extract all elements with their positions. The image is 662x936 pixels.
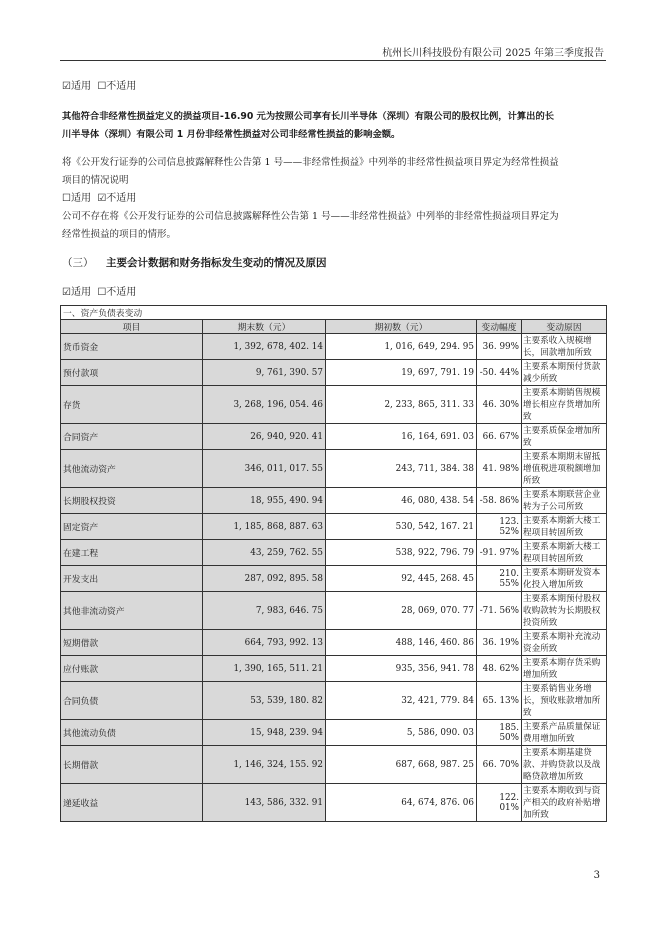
page-number: 3: [593, 870, 600, 881]
row-change-reason: 主要系本期存货采购增加所致: [522, 656, 607, 682]
row-item: 合同负债: [61, 682, 203, 720]
row-item: 货币资金: [61, 334, 203, 360]
row-item: 其他流动负债: [61, 720, 203, 746]
table-row: [61, 334, 607, 360]
table-row: [61, 656, 607, 682]
no-such-items-line2: 经常性损益的项目的情形。: [62, 229, 177, 240]
row-change-reason: 主要系本期研发资本化投入增加所致: [522, 566, 607, 592]
header-divider: [60, 60, 606, 61]
classification-note-line2: 项目的情况说明: [62, 175, 129, 186]
table-row: [61, 360, 607, 386]
applicable-unchecked: ☐适用: [62, 193, 91, 204]
header-begin-balance: 期初数（元）: [326, 320, 477, 334]
table-row: [61, 514, 607, 540]
table-row: [61, 566, 607, 592]
row-begin-balance: 530, 542, 167. 21: [326, 514, 477, 540]
row-change-rate: 122. 01%: [477, 784, 522, 822]
nonrecurring-note: [62, 108, 606, 144]
row-item: 在建工程: [61, 540, 203, 566]
row-change-rate: 65. 13%: [477, 682, 522, 720]
row-end-balance: 1, 185, 868, 887. 63: [203, 514, 326, 540]
row-item: 固定资产: [61, 514, 203, 540]
row-change-rate: -58. 86%: [477, 488, 522, 514]
checkbox-row-2: [62, 190, 606, 208]
row-change-reason: 主要系本期新大楼工程项目转固所致: [522, 540, 607, 566]
row-change-reason: 主要系收入规模增长，回款增加所致: [522, 334, 607, 360]
row-change-rate: 36. 99%: [477, 334, 522, 360]
row-item: 应付账款: [61, 656, 203, 682]
checkbox-row-1: [62, 78, 606, 96]
row-item: 其他非流动资产: [61, 592, 203, 630]
row-change-rate: 36. 19%: [477, 630, 522, 656]
row-item: 其他流动资产: [61, 450, 203, 488]
row-begin-balance: 19, 697, 791. 19: [326, 360, 477, 386]
row-end-balance: 18, 955, 490. 94: [203, 488, 326, 514]
row-end-balance: 287, 092, 895. 58: [203, 566, 326, 592]
row-begin-balance: 488, 146, 460. 86: [326, 630, 477, 656]
header-change-rate: 变动幅度: [477, 320, 522, 334]
report-header: 杭州长川科技股份有限公司 2025 年第三季度报告: [382, 48, 604, 59]
row-change-rate: 66. 67%: [477, 424, 522, 450]
classification-note: [62, 154, 606, 190]
row-end-balance: 346, 011, 017. 55: [203, 450, 326, 488]
row-begin-balance: 28, 069, 070. 77: [326, 592, 477, 630]
table-row: [61, 450, 607, 488]
row-change-rate: 210. 55%: [477, 566, 522, 592]
not-applicable-checked: ☑不适用: [97, 193, 137, 204]
row-change-reason: 主要系本期期末留抵增值税进项税额增加所致: [522, 450, 607, 488]
row-begin-balance: 46, 080, 438. 54: [326, 488, 477, 514]
row-end-balance: 43, 259, 762. 55: [203, 540, 326, 566]
no-such-items-note: [62, 208, 606, 244]
row-change-reason: 主要系本期新大楼工程项目转固所致: [522, 514, 607, 540]
row-begin-balance: 243, 711, 384. 38: [326, 450, 477, 488]
row-begin-balance: 64, 674, 876. 06: [326, 784, 477, 822]
row-item: 存货: [61, 386, 203, 424]
section-heading: [62, 255, 327, 270]
row-change-reason: 主要系质保金增加所致: [522, 424, 607, 450]
row-change-rate: -71. 56%: [477, 592, 522, 630]
table-row: [61, 424, 607, 450]
section-title: 主要会计数据和财务指标发生变动的情况及原因: [106, 257, 327, 269]
applicable-checked: ☑适用: [62, 287, 91, 298]
row-change-reason: 主要系本期收到与资产相关的政府补贴增加所致: [522, 784, 607, 822]
row-change-rate: 41. 98%: [477, 450, 522, 488]
row-end-balance: 143, 586, 332. 91: [203, 784, 326, 822]
header-change-reason: 变动原因: [522, 320, 607, 334]
table-row: [61, 630, 607, 656]
row-begin-balance: 92, 445, 268. 45: [326, 566, 477, 592]
header-item: 项目: [61, 320, 203, 334]
row-item: 合同资产: [61, 424, 203, 450]
table-row: [61, 784, 607, 822]
row-end-balance: 1, 390, 165, 511. 21: [203, 656, 326, 682]
row-change-rate: 185. 50%: [477, 720, 522, 746]
table-category: 一、资产负债表变动: [61, 306, 607, 320]
row-end-balance: 9, 761, 390. 57: [203, 360, 326, 386]
nonrecurring-note-line2: 川半导体（深圳）有限公司 1 月份非经常性损益对公司非经常性损益的影响金额。: [62, 129, 401, 140]
row-end-balance: 664, 793, 992. 13: [203, 630, 326, 656]
row-change-reason: 主要系产品质量保证费用增加所致: [522, 720, 607, 746]
row-item: 短期借款: [61, 630, 203, 656]
table-row: [61, 682, 607, 720]
section-number: （三）: [62, 257, 94, 269]
table-row: [61, 746, 607, 784]
checkbox-row-3: [62, 284, 606, 302]
row-change-reason: 主要系本期联营企业转为子公司所致: [522, 488, 607, 514]
row-begin-balance: 687, 668, 987. 25: [326, 746, 477, 784]
row-change-reason: 主要系本期补充流动资金所致: [522, 630, 607, 656]
not-applicable-unchecked: ☐不适用: [97, 81, 137, 92]
classification-note-line1: 将《公开发行证券的公司信息披露解释性公告第 1 号——非经常性损益》中列举的非经常性损益项目界定为经常性损益: [62, 157, 559, 168]
row-end-balance: 1, 392, 678, 402. 14: [203, 334, 326, 360]
table-row: [61, 540, 607, 566]
row-change-reason: 主要系本期销售规模增长相应存货增加所致: [522, 386, 607, 424]
row-change-reason: 主要系销售业务增长，预收账款增加所致: [522, 682, 607, 720]
balance-sheet-changes-table: [60, 305, 607, 822]
header-end-balance: 期末数（元）: [203, 320, 326, 334]
row-change-rate: 46. 30%: [477, 386, 522, 424]
row-begin-balance: 1, 016, 649, 294. 95: [326, 334, 477, 360]
row-begin-balance: 538, 922, 796. 79: [326, 540, 477, 566]
table-header-row: [61, 320, 607, 334]
row-item: 开发支出: [61, 566, 203, 592]
row-end-balance: 1, 146, 324, 155. 92: [203, 746, 326, 784]
row-item: 长期借款: [61, 746, 203, 784]
row-change-rate: 66. 70%: [477, 746, 522, 784]
row-begin-balance: 935, 356, 941. 78: [326, 656, 477, 682]
no-such-items-line1: 公司不存在将《公开发行证券的公司信息披露解释性公告第 1 号——非经常性损益》中列举的非经常性损益项目界定为: [62, 211, 559, 222]
row-change-reason: 主要系本期基建贷款、并购贷款以及战略贷款增加所致: [522, 746, 607, 784]
table-row: [61, 720, 607, 746]
row-begin-balance: 5, 586, 090. 03: [326, 720, 477, 746]
row-item: 长期股权投资: [61, 488, 203, 514]
table-row: [61, 386, 607, 424]
row-begin-balance: 2, 233, 865, 311. 33: [326, 386, 477, 424]
row-change-reason: 主要系本期预付货款减少所致: [522, 360, 607, 386]
row-change-rate: -91. 97%: [477, 540, 522, 566]
table-row: [61, 488, 607, 514]
row-change-rate: 48. 62%: [477, 656, 522, 682]
row-change-rate: 123. 52%: [477, 514, 522, 540]
row-item: 预付款项: [61, 360, 203, 386]
table-row: [61, 592, 607, 630]
row-end-balance: 3, 268, 196, 054. 46: [203, 386, 326, 424]
row-begin-balance: 32, 421, 779. 84: [326, 682, 477, 720]
row-change-rate: -50. 44%: [477, 360, 522, 386]
applicable-checked: ☑适用: [62, 81, 91, 92]
row-end-balance: 26, 940, 920. 41: [203, 424, 326, 450]
row-end-balance: 53, 539, 180. 82: [203, 682, 326, 720]
not-applicable-unchecked: ☐不适用: [97, 287, 137, 298]
row-item: 递延收益: [61, 784, 203, 822]
table-category-row: [61, 306, 607, 320]
row-end-balance: 7, 983, 646. 75: [203, 592, 326, 630]
row-begin-balance: 16, 164, 691. 03: [326, 424, 477, 450]
nonrecurring-note-line1: 其他符合非经常性损益定义的损益项目-16.90 元为按照公司享有长川半导体（深圳）有限公司的股权比例，计算出的长: [62, 111, 555, 122]
row-end-balance: 15, 948, 239. 94: [203, 720, 326, 746]
row-change-reason: 主要系本期预付股权收购款转为长期股权投资所致: [522, 592, 607, 630]
